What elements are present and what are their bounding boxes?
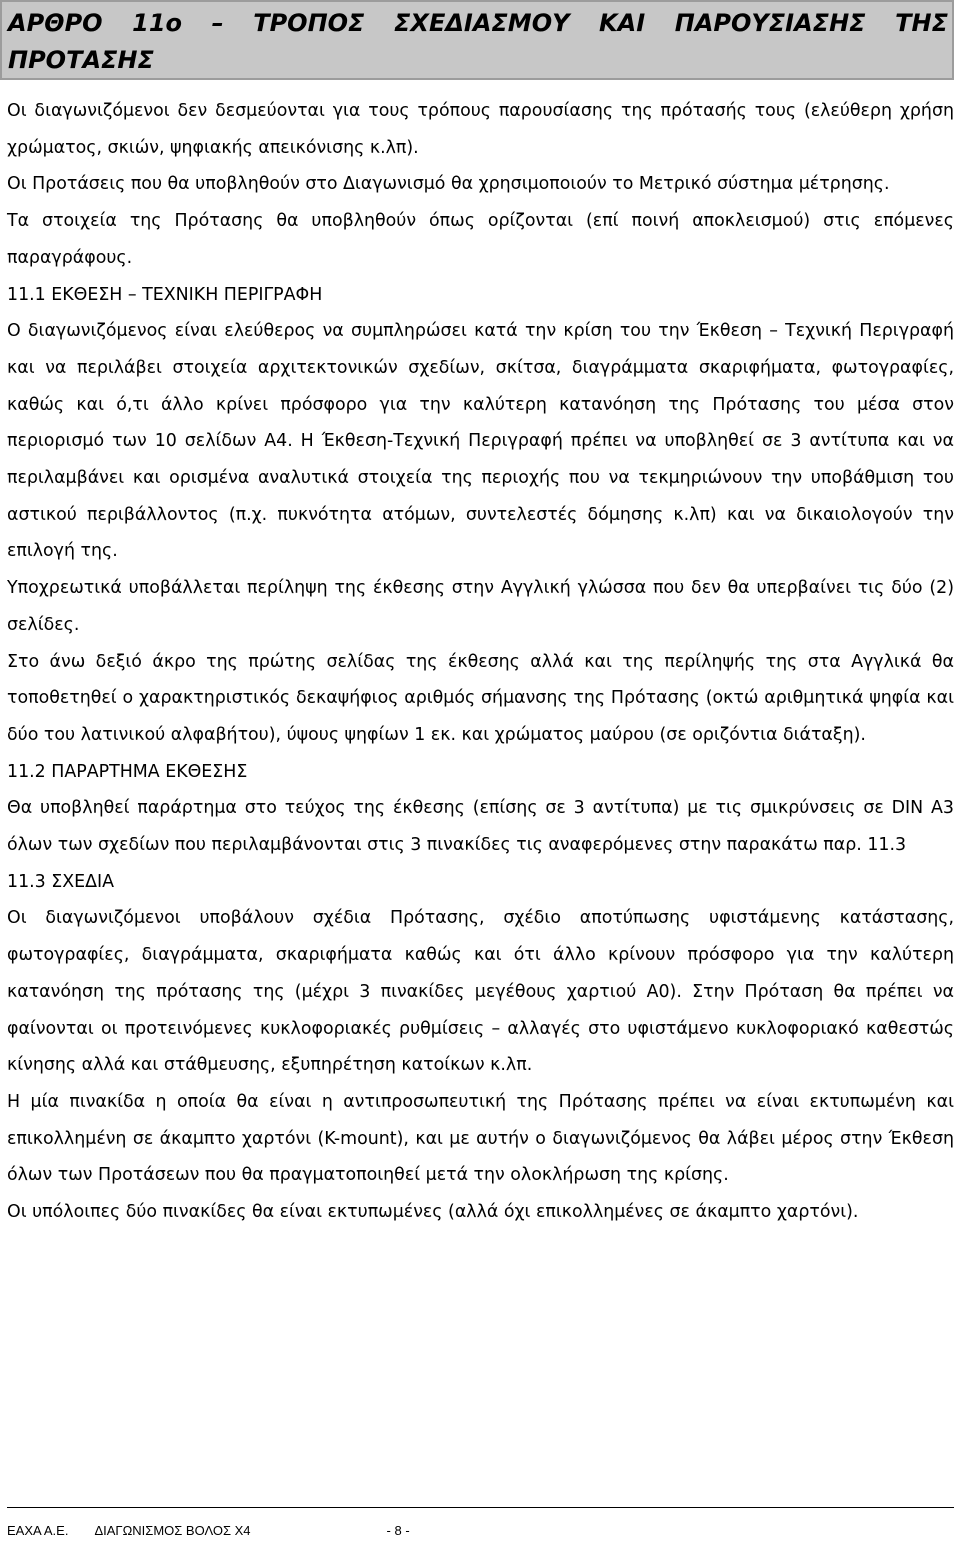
article-title: ΑΡΘΡΟ 11ο – ΤΡΟΠΟΣ ΣΧΕΔΙΑΣΜΟΥ ΚΑΙ ΠΑΡΟΥΣΙΑΣΗΣ ΤΗΣ ΠΡΟΤΑΣΗΣ [8, 9, 948, 74]
section-heading-11-2: 11.2 ΠΑΡΑΡΤΗΜΑ ΕΚΘΕΣΗΣ [7, 761, 248, 782]
paragraph-report-appendix: Θα υποβληθεί παράρτημα στο τεύχος της έκθεσης (επίσης σε 3 αντίτυπα) με τις σμικρύνσεις σε DIN A3 όλων των σχεδίων που περιλαμβάνονται στις 3 πινακίδες τις αναφερόμενες στην παρακάτω παρ. 11.3 [7, 798, 954, 856]
paragraph-english-summary: Υποχρεωτικά υποβάλλεται περίληψη της έκθεσης στην Αγγλική γλώσσα που δεν θα υπερβαίνει τις δύο (2) σελίδες. [7, 578, 954, 635]
paragraph-presentation-freedom: Οι διαγωνιζόμενοι δεν δεσμεύονται για τους τρόπους παρουσίασης της πρότασής τους (ελεύθερη χρήση χρώματος, σκιών, ψηφιακής απεικόνισης κ.λπ). [7, 101, 954, 158]
section-heading-11-3: 11.3 ΣΧΕΔΙΑ [7, 871, 115, 892]
paragraph-report-description: Ο διαγωνιζόμενος είναι ελεύθερος να συμπληρώσει κατά την κρίση του την Έκθεση – Τεχνική Περιγραφή και να περιλάβει στοιχεία αρχιτεκτονικών σχεδίων, σκίτσα, διαγράμματα σκαριφήματα, φωτογραφίες, καθώς και ό,τι άλλο κρίνει πρόσφορο για την καλύτερη κατανόηση της Πρότασης του μέσα στον περιορισμό των 10 σελίδων Α4. Η Έκθεση-Τεχνική Περιγραφή πρέπει να υποβληθεί σε 3 αντίτυπα και να περιλαμβάνει και ορισμένα αναλυτικά στοιχεία της περιοχής που να τεκμηριώνουν την υποβάθμιση του αστικού περιβάλλοντος (π.χ. πυκνότητα ατόμων, συντελεστές δόμησης κ.λπ) και να δικαιολογούν την επιλογή της. [7, 321, 954, 562]
paragraph-metric-system: Οι Προτάσεις που θα υποβληθούν στο Διαγωνισμό θα χρησιμοποιούν το Μετρικό σύστημα μέτρησης. [7, 174, 890, 195]
footer-competition: ΔΙΑΓΩΝΙΣΜΟΣ ΒΟΛΟΣ Χ4 [94, 1523, 251, 1538]
paragraph-submission-elements: Τα στοιχεία της Πρότασης θα υποβληθούν όπως ορίζονται (επί ποινή αποκλεισμού) στις επόμενες παραγράφους. [7, 211, 954, 268]
article-heading [0, 0, 954, 80]
paragraph-drawings: Οι διαγωνιζόμενοι υποβάλουν σχέδια Πρότασης, σχέδιο αποτύπωσης υφιστάμενης κατάστασης, φωτογραφίες, διαγράμματα, σκαριφήματα καθώς και ότι άλλο κρίνουν πρόσφορο για την καλύτερη κατανόηση της πρότασης της (μέχρι 3 πινακίδες μεγέθους χαρτιού Α0). Στην Πρόταση θα πρέπει να φαίνονται οι προτεινόμενες κυκλοφοριακές ρυθμίσεις – αλλαγές στο υφιστάμενο κυκλοφοριακό καθεστώς κίνησης αλλά και στάθμευσης, εξυπηρέτηση κατοίκων κ.λπ. [7, 908, 954, 1076]
document-body [7, 93, 954, 1231]
section-heading-11-1: 11.1 ΕΚΘΕΣΗ – ΤΕΧΝΙΚΗ ΠΕΡΙΓΡΑΦΗ [7, 284, 323, 305]
footer-page-number: - 8 - [386, 1523, 410, 1538]
paragraph-representative-board: Η μία πινακίδα η οποία θα είναι η αντιπροσωπευτική της Πρότασης πρέπει να είναι εκτυπωμένη και επικολλημένη σε άκαμπτο χαρτόνι (K-mount), και με αυτήν ο διαγωνιζόμενος θα λάβει μέρος στην Έκθεση όλων των Προτάσεων που θα πραγματοποιηθεί μετά την ολοκλήρωση της κρίσης. [7, 1091, 954, 1186]
page-footer [7, 1523, 410, 1539]
footer-divider [7, 1507, 954, 1508]
paragraph-identification-number: Στο άνω δεξιό άκρο της πρώτης σελίδας της έκθεσης αλλά και της περίληψής της στα Αγγλικά θα τοποθετηθεί ο χαρακτηριστικός δεκαψήφιος αριθμός σήμανσης της Πρότασης (οκτώ αριθμητικά ψηφία και δύο του λατινικού αλφαβήτου), ύψους ψηφίων 1 εκ. και χρώματος μαύρου (σε οριζόντια διάταξη). [7, 651, 954, 745]
paragraph-other-boards: Οι υπόλοιπες δύο πινακίδες θα είναι εκτυπωμένες (αλλά όχι επικολλημένες σε άκαμπτο χαρτόνι). [7, 1202, 859, 1223]
footer-org: ΕΑΧΑ Α.Ε. [7, 1523, 69, 1538]
